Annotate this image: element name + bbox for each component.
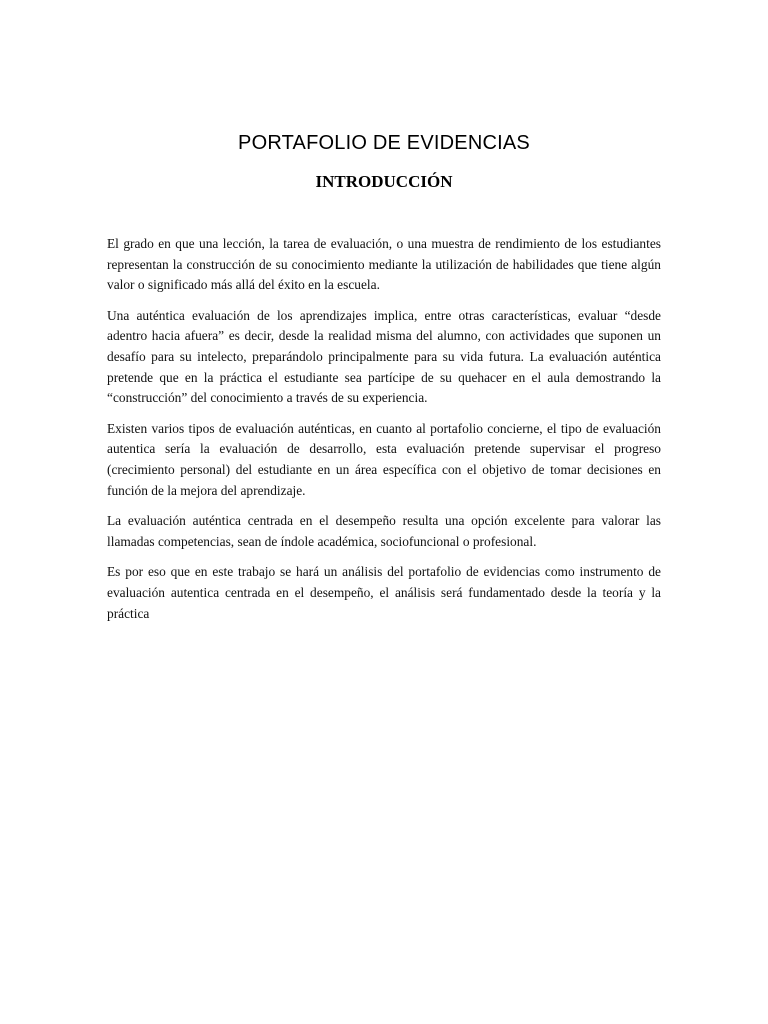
- paragraph-3: Existen varios tipos de evaluación auténticas, en cuanto al portafolio concierne, el tipo de evaluación autentica sería la evaluación de desarrollo, esta evaluación pretende supervisar el progreso (crecimiento personal) del estudiante en un área específica con el objetivo de tomar decisiones en función de la mejora del aprendizaje.: [107, 420, 661, 498]
- document-body: [107, 234, 661, 634]
- section-heading: INTRODUCCIÓN: [315, 172, 453, 191]
- paragraph-5: Es por eso que en este trabajo se hará un análisis del portafolio de evidencias como instrumento de evaluación autentica centrada en el desempeño, el análisis será fundamentado desde la teoría y la práctica: [107, 564, 661, 621]
- paragraph-4: La evaluación auténtica centrada en el desempeño resulta una opción excelente para valorar las llamadas competencias, sean de índole académica, sociofuncional o profesional.: [107, 513, 661, 549]
- paragraph-1: El grado en que una lección, la tarea de evaluación, o una muestra de rendimiento de los estudiantes representan la construcción de su conocimiento mediante la utilización de habilidades que tiene algún valor o significado más allá del éxito en la escuela.: [107, 236, 661, 293]
- document-title: PORTAFOLIO DE EVIDENCIAS: [238, 132, 530, 154]
- paragraph-2: Una auténtica evaluación de los aprendizajes implica, entre otras características, evaluar “desde adentro hacia afuera” es decir, desde la realidad misma del alumno, con actividades que suponen un desafío para su intelecto, preparándolo principalmente para su vida futura. La evaluación auténtica pretende que en la práctica el estudiante sea partícipe de su quehacer en el aula demostrando la “construcción” del conocimiento a través de su experiencia.: [107, 307, 661, 406]
